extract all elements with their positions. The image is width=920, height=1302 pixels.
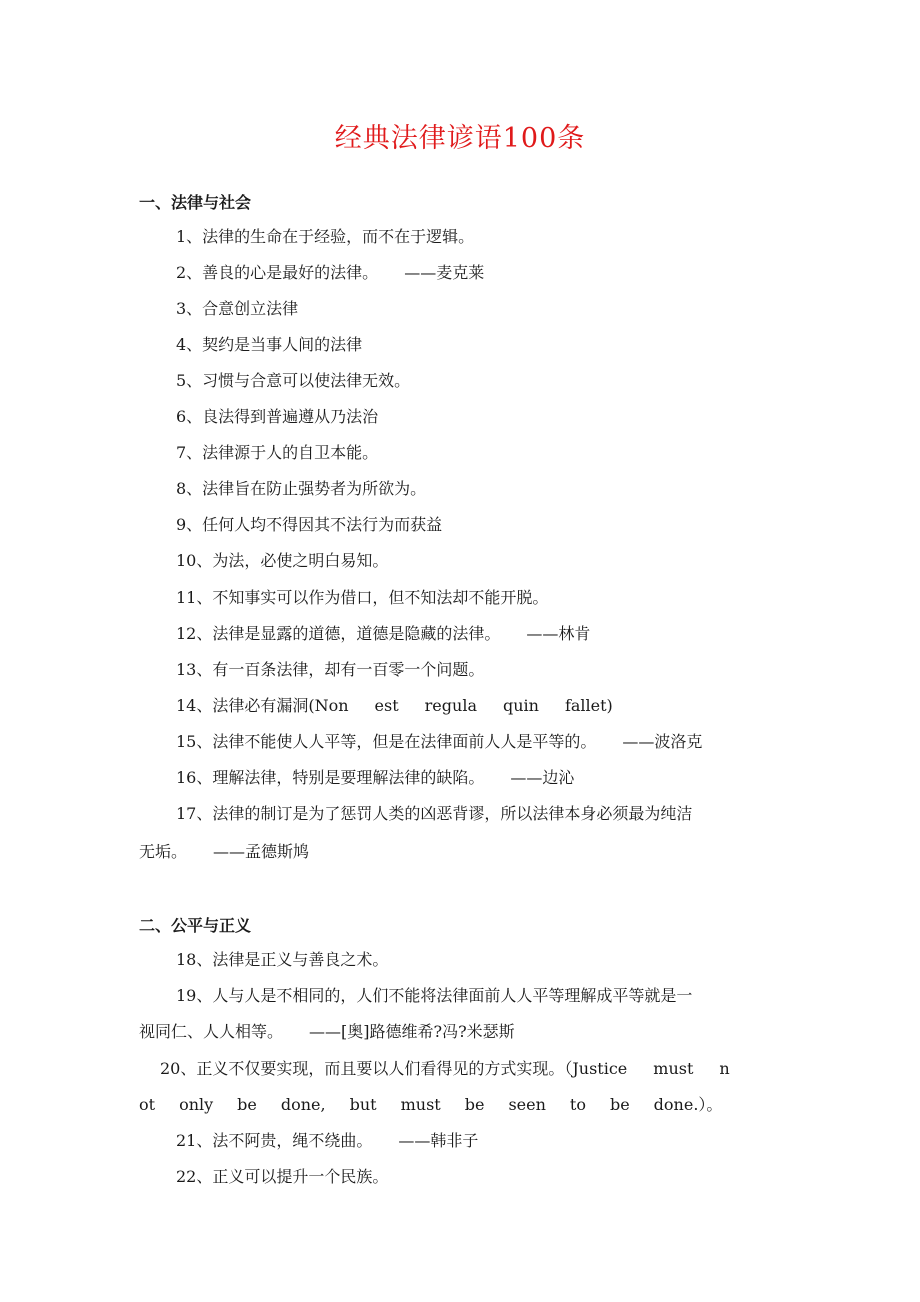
list-item: 15、法律不能使人人平等，但是在法律面前人人是平等的。 ——波洛克 (176, 732, 703, 751)
list-item: 19、人与人是不相同的，人们不能将法律面前人人平等理解成平等就是一 (176, 986, 693, 1005)
list-item: 5、习惯与合意可以使法律无效。 (176, 371, 411, 390)
list-item: 14、法律必有漏洞(Non est regula quin fallet) (176, 696, 613, 715)
quote-author: ——边沁 (510, 768, 575, 787)
document-title: 经典法律谚语100条 (334, 123, 586, 154)
list-item: 10、为法，必使之明白易知。 (176, 551, 389, 570)
list-item: 17、法律的制订是为了惩罚人类的凶恶背谬，所以法律本身必须最为纯洁 (176, 804, 693, 823)
list-item: 21、法不阿贵，绳不绕曲。 ——韩非子 (176, 1131, 479, 1150)
list-item: 3、合意创立法律 (176, 299, 299, 318)
list-item: 16、理解法律，特别是要理解法律的缺陷。 ——边沁 (176, 768, 575, 787)
quote-author: ——林肯 (526, 624, 591, 643)
list-item: 11、不知事实可以作为借口，但不知法却不能开脱。 (176, 588, 549, 607)
quote-author: ——韩非子 (398, 1131, 479, 1150)
list-item: 22、正义可以提升一个民族。 (176, 1167, 389, 1186)
quote-author: ——波洛克 (622, 732, 703, 751)
list-item-continuation: 无垢。 ——孟德斯鸠 (139, 842, 310, 861)
section-heading-law-and-society: 一、法律与社会 (139, 193, 252, 212)
section-heading-fairness-and-justice: 二、公平与正义 (139, 916, 252, 935)
list-item: 12、法律是显露的道德，道德是隐藏的法律。 ——林肯 (176, 624, 591, 643)
list-item: 7、法律源于人的自卫本能。 (176, 443, 379, 462)
quote-author: ——[奥]路德维希?冯?米瑟斯 (309, 1022, 515, 1041)
list-item: 18、法律是正义与善良之术。 (176, 950, 389, 969)
list-item: 13、有一百条法律，却有一百零一个问题。 (176, 660, 485, 679)
list-item: 1、法律的生命在于经验，而不在于逻辑。 (176, 227, 475, 246)
quote-author: ——麦克莱 (404, 263, 485, 282)
list-item: 9、任何人均不得因其不法行为而获益 (176, 515, 443, 534)
list-item: 4、契约是当事人间的法律 (176, 335, 363, 354)
quote-author: ——孟德斯鸠 (213, 842, 310, 861)
list-item: 8、法律旨在防止强势者为所欲为。 (176, 479, 427, 498)
list-item-continuation: ot only be done, but must be seen to be done.）。 (139, 1095, 723, 1114)
list-item: 20、正义不仅要实现，而且要以人们看得见的方式实现。（Justice must n (160, 1059, 730, 1078)
list-item: 6、良法得到普遍遵从乃法治 (176, 407, 379, 426)
list-item: 2、善良的心是最好的法律。 ——麦克莱 (176, 263, 485, 282)
list-item-continuation: 视同仁、人人相等。 ——[奥]路德维希?冯?米瑟斯 (139, 1022, 515, 1041)
